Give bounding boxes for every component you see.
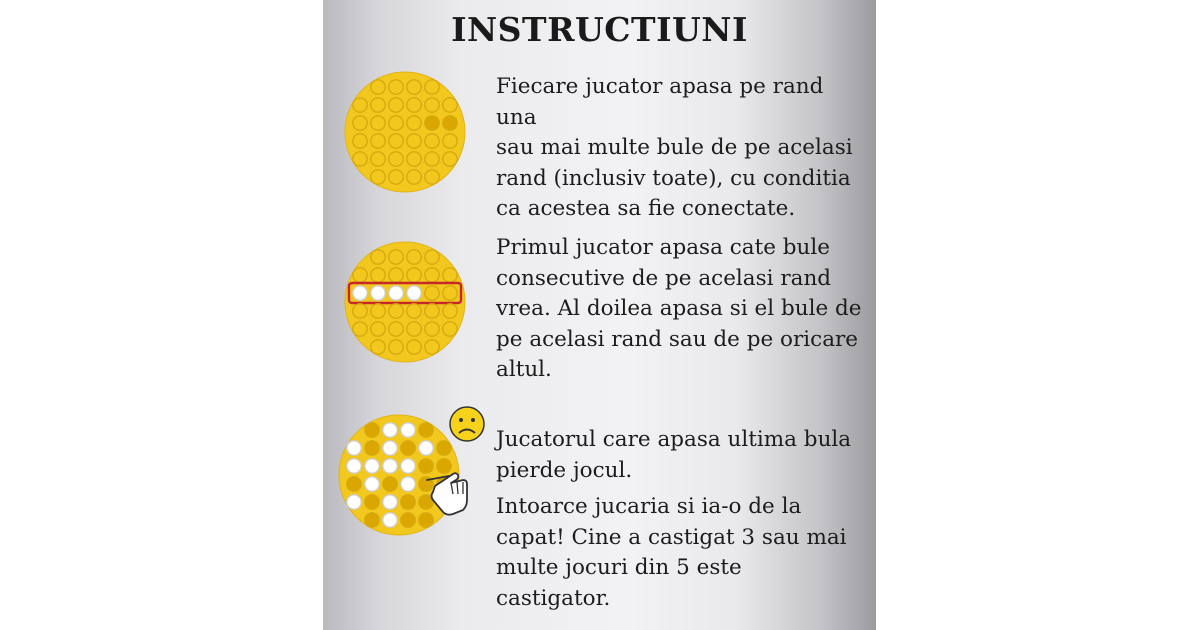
pointing-hand-icon: [423, 456, 475, 518]
pop-it-toy-illustration-1: [343, 70, 467, 194]
bubble: [371, 286, 385, 300]
bubble: [353, 286, 367, 300]
bubble: [401, 459, 415, 473]
bubble: [407, 286, 421, 300]
bubble: [401, 513, 415, 527]
bubble: [401, 477, 415, 491]
bubble: [383, 513, 397, 527]
bubble: [365, 495, 379, 509]
bubble: [401, 495, 415, 509]
bubble: [401, 441, 415, 455]
bubble: [365, 477, 379, 491]
bubble: [389, 286, 403, 300]
step-3-text-2: Intoarce jucaria si ia-o de la capat! Cine a castigat 3 sau mai multe jocuri din 5 este castigator.: [496, 494, 847, 611]
pop-it-toy-illustration-2: [343, 240, 467, 364]
sad-face-icon: [447, 404, 487, 444]
page-title: INSTRUCTIUNI: [451, 10, 748, 49]
bubble: [347, 495, 361, 509]
bubble: [347, 441, 361, 455]
bubble: [365, 513, 379, 527]
bubble: [443, 116, 457, 130]
bubble: [383, 423, 397, 437]
bubble: [383, 459, 397, 473]
bubble: [401, 423, 415, 437]
bubble: [365, 423, 379, 437]
bubble: [419, 423, 433, 437]
bubble: [383, 495, 397, 509]
bubble: [365, 459, 379, 473]
step-2-text: Primul jucator apasa cate bule consecutive de pe acelasi rand vrea. Al doilea apasa si el bule de pe acelasi rand sau de pe oricare altul.: [496, 235, 862, 382]
bubble: [419, 441, 433, 455]
bubble: [347, 477, 361, 491]
step-1-text: Fiecare jucator apasa pe rand una sau mai multe bule de pe acelasi rand (inclusiv toate), cu conditia ca acestea sa fie conectate.: [496, 74, 853, 221]
bubble: [383, 477, 397, 491]
bubble: [347, 459, 361, 473]
instructions-panel: [323, 0, 876, 630]
bubble: [365, 441, 379, 455]
bubble: [383, 441, 397, 455]
step-3-text: Jucatorul care apasa ultima bula pierde jocul.: [496, 427, 852, 483]
bubble: [425, 116, 439, 130]
